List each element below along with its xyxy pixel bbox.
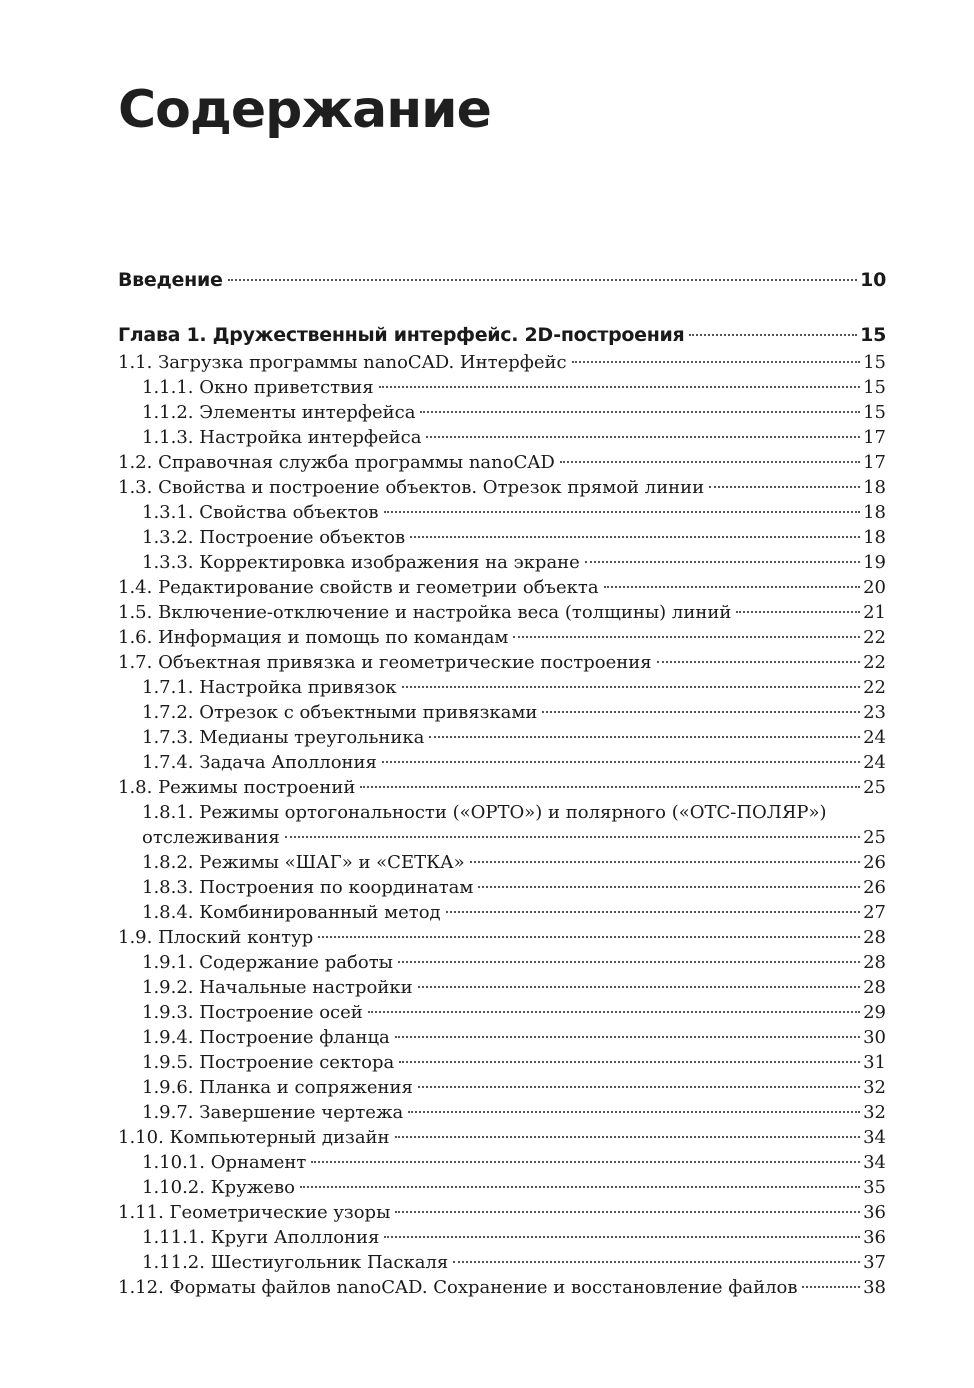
toc-entry-line2 [118,825,886,850]
dot-leader [384,511,861,513]
toc-entry[interactable] [118,675,886,700]
dot-leader [513,636,860,638]
toc-entry[interactable] [118,775,886,800]
toc-entry[interactable] [118,1275,886,1300]
toc-entry[interactable] [118,1200,886,1225]
dot-leader [572,361,861,363]
toc-page-number: 36 [863,1202,886,1223]
toc-page-number: 28 [863,977,886,998]
toc-page-number: 10 [860,269,886,291]
toc-entry-label: 1.3.2. Построение объектов [142,527,406,548]
dot-leader [802,1286,860,1288]
dot-leader [382,761,860,763]
toc-page-number: 19 [863,552,886,573]
toc-entry-wrapped[interactable] [118,800,886,850]
toc-entry-label: 1.7. Объектная привязка и геометрические построения [118,652,652,673]
toc-entry-label: 1.10. Компьютерный дизайн [118,1127,390,1148]
toc-page-number: 26 [863,852,886,873]
toc-entry-chapter-1[interactable] [118,321,886,350]
toc-entry-label: 1.1.1. Окно приветствия [142,377,374,398]
toc-page-number: 31 [863,1052,886,1073]
toc-entry[interactable] [118,425,886,450]
toc-entry[interactable] [118,975,886,1000]
dot-leader [311,1161,860,1163]
toc-entry-label: 1.8.3. Построения по координатам [142,877,474,898]
dot-leader [379,386,861,388]
toc-entry-intro[interactable] [118,266,886,295]
toc-page-number: 35 [863,1177,886,1198]
toc-entry-label: 1.3.1. Свойства объектов [142,502,379,523]
toc-entry[interactable] [118,1075,886,1100]
dot-leader [395,1136,861,1138]
toc-page-number: 37 [863,1252,886,1273]
toc-entry[interactable] [118,1225,886,1250]
toc-entry[interactable] [118,1100,886,1125]
dot-leader [398,961,860,963]
toc-entry-label: 1.2. Справочная служба программы nanoCAD [118,452,555,473]
dot-leader [399,1061,860,1063]
toc-entry-label: 1.7.1. Настройка привязок [142,677,397,698]
toc-page-number: 21 [863,602,886,623]
toc-entry-label: 1.1. Загрузка программы nanoCAD. Интерфейс [118,352,567,373]
toc-page-number: 18 [863,477,886,498]
toc-entry-label: 1.7.4. Задача Аполлония [142,752,377,773]
toc-page-number: 17 [863,427,886,448]
toc-entry-label: 1.9.7. Завершение чертежа [142,1102,404,1123]
dot-leader [446,911,860,913]
toc-entry[interactable] [118,1150,886,1175]
toc-page-number: 26 [863,877,886,898]
dot-leader [426,436,860,438]
dot-leader [368,1011,860,1013]
dot-leader [560,461,860,463]
toc-entry[interactable] [118,850,886,875]
toc-page-number: 17 [863,452,886,473]
toc-entry-label: 1.9. Плоский контур [118,927,314,948]
toc-entry-label: 1.9.5. Построение сектора [142,1052,395,1073]
toc-page-number: 24 [863,727,886,748]
toc-page-number: 34 [863,1127,886,1148]
toc-page-number: 36 [863,1227,886,1248]
toc-entry-label: 1.1.2. Элементы интерфейса [142,402,416,423]
toc-page-number: 25 [863,777,886,798]
toc-entry-label: 1.1.3. Настройка интерфейса [142,427,422,448]
toc-entry[interactable] [118,1250,886,1275]
toc-page-number: 15 [863,402,886,423]
toc-page-number: 27 [863,902,886,923]
toc-entry[interactable] [118,525,886,550]
dot-leader [418,1086,860,1088]
dot-leader [453,1261,860,1263]
dot-leader [478,886,860,888]
toc-page-number: 18 [863,502,886,523]
dot-leader [285,836,860,838]
toc-page-number: 15 [863,352,886,373]
dot-leader [318,936,860,938]
toc-page-number: 20 [863,577,886,598]
toc-page-number: 23 [863,702,886,723]
toc-entry[interactable] [118,1125,886,1150]
toc-entry-label: 1.12. Форматы файлов nanoCAD. Сохранение и восстановление файлов [118,1277,798,1298]
toc-entry-label: Глава 1. Дружественный интерфейс. 2D-построения [118,324,685,346]
toc-page-number: 22 [863,652,886,673]
toc-entry-label: 1.11.1. Круги Аполлония [142,1227,380,1248]
toc-entry-label: 1.3. Свойства и построение объектов. Отрезок прямой линии [118,477,705,498]
toc-entry-label: 1.7.3. Медианы треугольника [142,727,425,748]
toc-entry-label: 1.3.3. Корректировка изображения на экране [142,552,580,573]
toc-entry[interactable] [118,1000,886,1025]
table-of-contents [118,266,886,1300]
toc-entry-label: 1.9.6. Планка и сопряжения [142,1077,413,1098]
dot-leader [402,686,860,688]
toc-entry[interactable] [118,900,886,925]
toc-entry-label: 1.9.3. Построение осей [142,1002,363,1023]
dot-leader [410,536,860,538]
toc-entry[interactable] [118,450,886,475]
toc-entry-label: 1.11. Геометрические узоры [118,1202,391,1223]
dot-leader [395,1211,860,1213]
toc-entry[interactable] [118,550,886,575]
toc-page-number: 22 [863,677,886,698]
dot-leader [689,334,857,336]
toc-page-number: 15 [863,377,886,398]
toc-entry-label: 1.10.1. Орнамент [142,1152,307,1173]
dot-leader [300,1186,860,1188]
toc-page-number: 34 [863,1152,886,1173]
toc-entry[interactable] [118,575,886,600]
page-title: Содержание [118,80,491,140]
toc-entry-label: Введение [118,269,223,291]
toc-page-number: 32 [863,1102,886,1123]
toc-entry[interactable] [118,650,886,675]
toc-entry-label-line1: 1.8.1. Режимы ортогональности («ОРТО») и полярного («ОТС-ПОЛЯР») [142,802,827,823]
toc-entry-label: отслеживания [142,827,280,848]
dot-leader [384,1236,860,1238]
toc-entry[interactable] [118,1175,886,1200]
dot-leader [736,611,860,613]
toc-entry-label: 1.8.2. Режимы «ШАГ» и «СЕТКА» [142,852,465,873]
toc-entry[interactable] [118,350,886,375]
toc-page-number: 28 [863,952,886,973]
toc-entry[interactable] [118,625,886,650]
dot-leader [542,711,860,713]
toc-entry-label: 1.11.2. Шестиугольник Паскаля [142,1252,449,1273]
toc-page-number: 32 [863,1077,886,1098]
toc-entry-label: 1.5. Включение-отключение и настройка веса (толщины) линий [118,602,732,623]
toc-entry-label: 1.7.2. Отрезок с объектными привязками [142,702,538,723]
toc-page-number: 38 [863,1277,886,1298]
toc-entry[interactable] [118,400,886,425]
toc-page-number: 25 [863,827,886,848]
toc-entry[interactable] [118,375,886,400]
toc-page-number: 29 [863,1002,886,1023]
toc-entry[interactable] [118,950,886,975]
toc-page-number: 15 [860,324,886,346]
toc-entry[interactable] [118,500,886,525]
toc-entry[interactable] [118,925,886,950]
dot-leader [395,1036,860,1038]
toc-page-number: 28 [863,927,886,948]
toc-entry[interactable] [118,750,886,775]
toc-entry[interactable] [118,725,886,750]
toc-entry[interactable] [118,875,886,900]
toc-entry-label: 1.9.2. Начальные настройки [142,977,413,998]
toc-page-number: 24 [863,752,886,773]
toc-entry-label: 1.8. Режимы построений [118,777,356,798]
dot-leader [470,861,860,863]
toc-entry-label: 1.10.2. Кружево [142,1177,295,1198]
toc-page-number: 18 [863,527,886,548]
toc-entry[interactable] [118,475,886,500]
toc-page-number: 22 [863,627,886,648]
toc-entry[interactable] [118,1025,886,1050]
toc-entry[interactable] [118,700,886,725]
dot-leader [604,586,860,588]
dot-leader [657,661,861,663]
toc-entry[interactable] [118,1050,886,1075]
dot-leader [709,486,860,488]
toc-entry-label: 1.6. Информация и помощь по командам [118,627,509,648]
toc-entry-label: 1.8.4. Комбинированный метод [142,902,441,923]
toc-entry-label: 1.9.1. Содержание работы [142,952,393,973]
dot-leader [420,411,860,413]
dot-leader [585,561,860,563]
dot-leader [429,736,860,738]
dot-leader [408,1111,860,1113]
toc-entry-label: 1.9.4. Построение фланца [142,1027,390,1048]
toc-entry[interactable] [118,600,886,625]
dot-leader [360,786,860,788]
toc-entry-label: 1.4. Редактирование свойств и геометрии объекта [118,577,599,598]
toc-page-number: 30 [863,1027,886,1048]
dot-leader [418,986,860,988]
dot-leader [228,279,858,281]
